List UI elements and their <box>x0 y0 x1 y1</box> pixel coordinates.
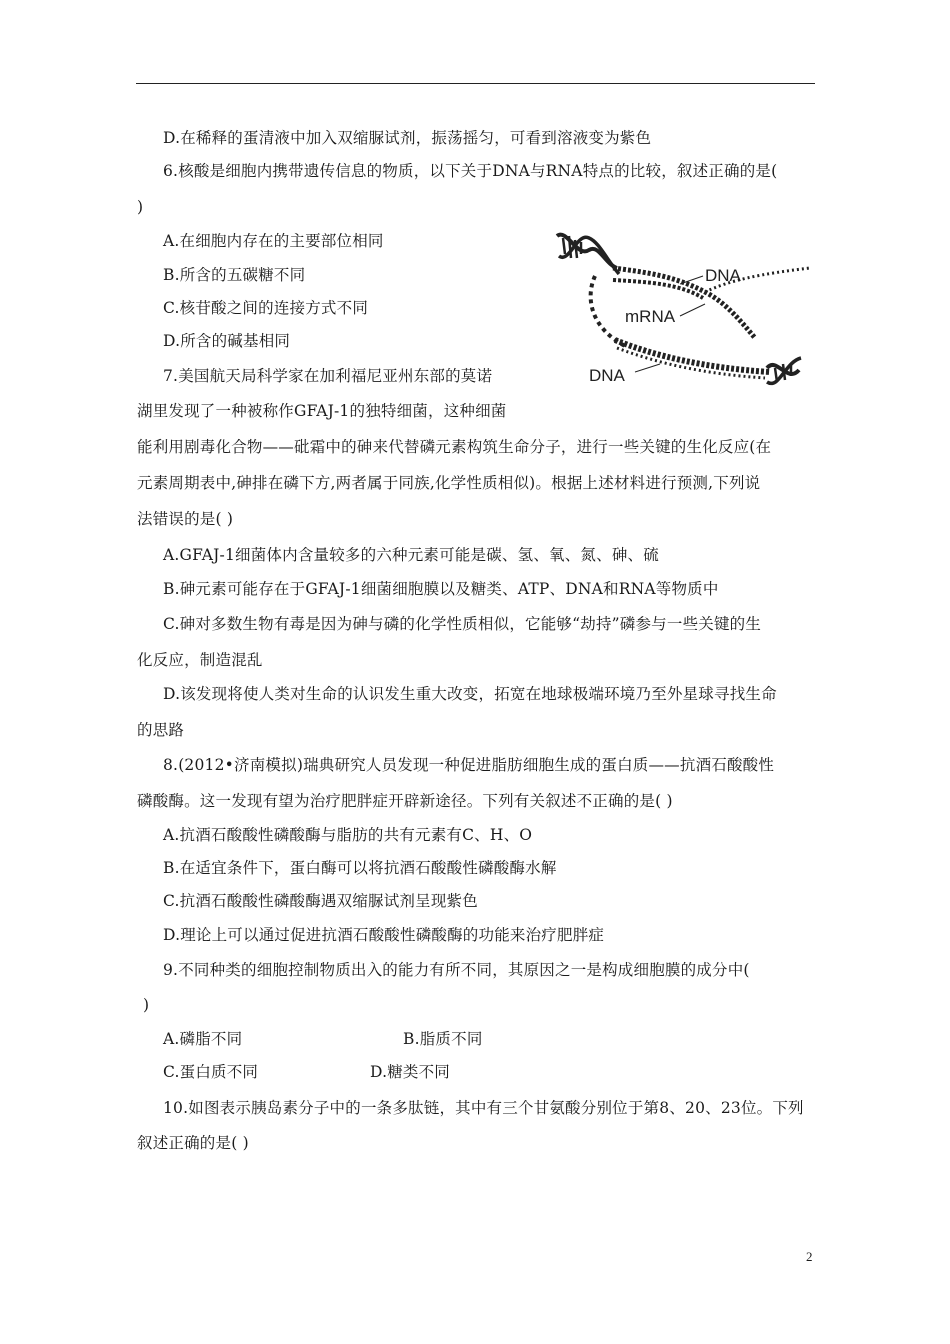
q8-option-d: D.理论上可以通过促进抗酒石酸酸性磷酸酶的功能来治疗肥胖症 <box>163 926 605 944</box>
q6-option-b: B.所含的五碳糖不同 <box>163 266 306 284</box>
mrna-strand <box>591 276 625 346</box>
q5-option-d: D.在稀释的蛋清液中加入双缩脲试剂，振荡摇匀，可看到溶液变为紫色 <box>163 129 652 147</box>
q6-option-d: D.所含的碱基相同 <box>163 332 291 350</box>
q7-option-c-1: C.砷对多数生物有毒是因为砷与磷的化学性质相似，它能够“劫持”磷参与一些关键的生 <box>163 615 762 633</box>
q8-option-c: C.抗酒石酸酸性磷酸酶遇双缩脲试剂呈现紫色 <box>163 892 478 910</box>
q7-option-d-1: D.该发现将使人类对生命的认识发生重大改变，拓宽在地球极端环境乃至外星球寻找生命 <box>163 685 777 703</box>
q8-option-a: A.抗酒石酸酸性磷酸酶与脂肪的共有元素有C、H、O <box>163 826 533 844</box>
q8-option-b: B.在适宜条件下，蛋白酶可以将抗酒石酸酸性磷酸酶水解 <box>163 859 557 877</box>
page-number: 2 <box>806 1249 813 1264</box>
label-dna-top: DNA <box>705 266 741 285</box>
q9-stem: 9.不同种类的细胞控制物质出入的能力有所不同，其原因之一是构成细胞膜的成分中( <box>163 961 750 979</box>
dna-transcription-figure <box>555 228 813 388</box>
dna-strand-lower <box>615 340 770 378</box>
header-rule <box>136 83 815 84</box>
q9-option-d: D.糖类不同 <box>370 1063 451 1081</box>
q8-stem-1: 8.(2012•济南模拟)瑞典研究人员发现一种促进脂肪细胞生成的蛋白质——抗酒石酸酸性 <box>163 756 775 774</box>
dna-helix-bottom-right <box>767 358 801 383</box>
q7-option-c-2: 化反应，制造混乱 <box>137 651 263 669</box>
q9-option-c: C.蛋白质不同 <box>163 1063 259 1081</box>
q10-stem-1: 10.如图表示胰岛素分子中的一条多肽链，其中有三个甘氨酸分别位于第8、20、23位。下列 <box>163 1099 804 1117</box>
q7-stem-5: 法错误的是( ) <box>137 510 234 528</box>
q6-stem: 6.核酸是细胞内携带遗传信息的物质，以下关于DNA与RNA特点的比较，叙述正确的是( <box>163 162 778 180</box>
q10-stem-2: 叙述正确的是( ) <box>137 1134 249 1152</box>
q7-stem-1: 7.美国航天局科学家在加利福尼亚州东部的莫诺 <box>163 367 493 385</box>
q7-stem-4: 元素周期表中,砷排在磷下方,两者属于同族,化学性质相似)。根据上述材料进行预测,下列说 <box>137 474 761 492</box>
q7-option-b: B.砷元素可能存在于GFAJ-1细菌细胞膜以及糖类、ATP、DNA和RNA等物质中 <box>163 580 719 598</box>
q7-stem-2: 湖里发现了一种被称作GFAJ-1的独特细菌，这种细菌 <box>137 402 507 420</box>
q9-stem-paren: ) <box>143 996 150 1014</box>
q6-option-c: C.核苷酸之间的连接方式不同 <box>163 299 369 317</box>
label-mrna: mRNA <box>625 307 676 326</box>
q7-option-a: A.GFAJ-1细菌体内含量较多的六种元素可能是碳、氢、氧、氮、砷、硫 <box>163 546 659 564</box>
label-dna-bottom: DNA <box>589 366 625 385</box>
mrna-leader <box>680 304 705 316</box>
q9-option-a: A.磷脂不同 <box>163 1030 243 1048</box>
q6-option-a: A.在细胞内存在的主要部位相同 <box>163 232 384 250</box>
q7-stem-3: 能利用剧毒化合物——砒霜中的砷来代替磷元素构筑生命分子，进行一些关键的生化反应(在 <box>137 438 772 456</box>
q8-stem-2: 磷酸酶。这一发现有望为治疗肥胖症开辟新途径。下列有关叙述不正确的是( ) <box>137 792 673 810</box>
q9-option-b: B.脂质不同 <box>403 1030 483 1048</box>
q6-stem-paren: ) <box>137 198 144 216</box>
dna-bottom-leader <box>635 364 660 372</box>
q7-option-d-2: 的思路 <box>137 721 185 739</box>
dna-helix-top-left <box>557 235 619 274</box>
